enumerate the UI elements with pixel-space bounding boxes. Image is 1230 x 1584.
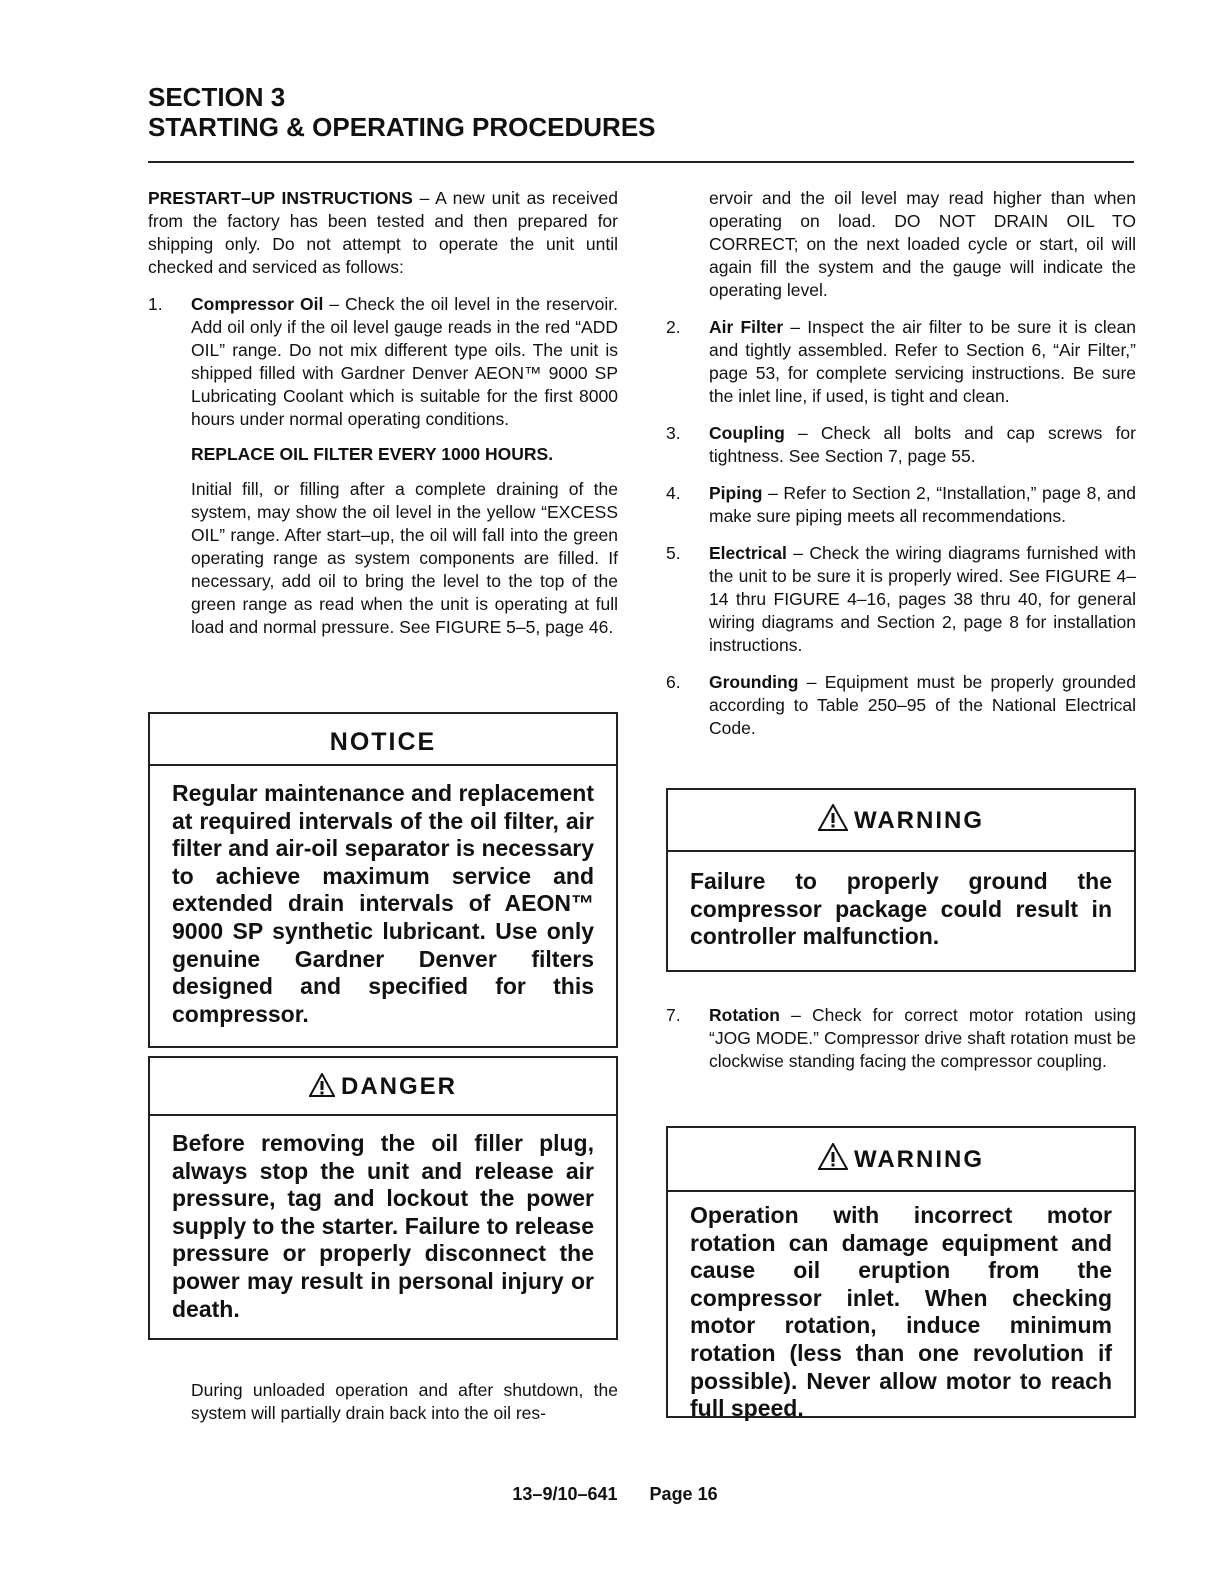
warning-icon [818,1143,848,1170]
replace-filter-note: REPLACE OIL FILTER EVERY 1000 HOURS. [191,444,554,464]
right-column [666,187,1136,740]
notice-body: Regular maintenance and replacement at required intervals of the oil filter, air filter and air-oil separator is necessary to achieve maximum service and extended drain intervals of AEON™ 9000 SP synthetic lubricant. Use only genuine Gardner Denver filters designed and specified for this compressor. [172,780,594,1027]
section-title: STARTING & OPERATING PROCEDURES [148,112,656,142]
warning-header-grounding [668,790,1134,852]
page-footer [0,1484,1230,1505]
initial-fill-paragraph: Initial fill, or filling after a complete draining of the system, may show the oil level in the yellow “EXCESS OIL” range. After start–up, the oil will fall into the green operating range as system components are filled. If necessary, add oil to bring the level to the top of the green range as read when the unit is operating at full load and normal pressure. See FIGURE 5–5, page 46. [191,479,618,637]
warning-box-grounding [666,788,1136,972]
list-item-electrical: 5. Electrical – Check the wiring diagrams furnished with the unit to be sure it is properly wired. See FIGURE 4–14 thru FIGURE 4–16, pages 38 thru 40, for general wiring diagrams and Section 2, page 8 for installation instructions. [666,543,1136,655]
document-number: 13–9/10–641 [512,1484,618,1504]
section-header [148,82,656,142]
list-item-air-filter: 2. Air Filter – Inspect the air filter to be sure it is clean and tightly assembled. Refer to Section 6, “Air Filter,” page 53, for complete servicing instructions. Be sure the inlet line, if used, is tight and clean. [666,317,1136,406]
notice-title: NOTICE [150,714,616,766]
list-item-coupling: 3. Coupling – Check all bolts and cap screws for tightness. See Section 7, page 55. [666,423,1136,466]
continuation-paragraph: ervoir and the oil level may read higher than when operating on load. DO NOT DRAIN OIL TO CORRECT; on the next loaded cycle or start, oil will again fill the system and the gauge will indicate the operating level. [709,188,1136,300]
notice-box [148,712,618,1048]
danger-body: Before removing the oil filler plug, always stop the unit and release air pressure, tag and lockout the power supply to the starter. Failure to release pressure or properly disconnect the power may result in personal injury or death. [172,1130,594,1322]
list-item-grounding: 6. Grounding – Equipment must be properly grounded according to Table 250–95 of the National Electrical Code. [666,672,1136,738]
warning-title-rotation: WARNING [854,1146,984,1173]
list-item-compressor-oil: 1. Compressor Oil – Check the oil level in the reservoir. Add oil only if the oil level gauge reads in the red “ADD OIL” range. Do not mix different type oils. The unit is shipped filled with Gardner Denver AEON™ 9000 SP Lubricating Coolant which is suitable for the first 8000 hours under normal operating conditions. [148,294,618,429]
list-item-rotation: 7. Rotation – Check for correct motor rotation using “JOG MODE.” Compressor drive shaft rotation must be clockwise standing facing the compressor coupling. [666,1005,1136,1071]
danger-warning-icon [309,1073,335,1097]
danger-title: DANGER [340,1073,457,1100]
list-item-piping: 4. Piping – Refer to Section 2, “Installation,” page 8, and make sure piping meets all recommendations. [666,483,1136,526]
warning-box-rotation [666,1126,1136,1422]
header-divider [148,161,1134,163]
page-number: Page 16 [649,1484,718,1504]
warning-icon [818,804,848,831]
warning-body-rotation: Operation with incorrect motor rotation can damage equipment and cause oil eruption from the compressor inlet. When checking motor rotation, induce minimum rotation (less than one revolution if possible). Never allow motor to reach full speed. [690,1202,1112,1422]
left-column [148,187,618,639]
danger-box [148,1056,618,1340]
prestart-label: PRESTART–UP INSTRUCTIONS [148,188,413,208]
section-number: SECTION 3 [148,82,286,112]
warning-title-grounding: WARNING [854,807,984,834]
warning-body-grounding: Failure to properly ground the compressor package could result in controller malfunction. [690,868,1112,950]
during-unloaded-paragraph: During unloaded operation and after shutdown, the system will partially drain back into the oil res- [191,1380,618,1423]
danger-header [150,1058,616,1116]
list-item-rotation-wrap [666,1004,1136,1073]
warning-header-rotation [668,1128,1134,1192]
prestart-intro: PRESTART–UP INSTRUCTIONS – A new unit as received from the factory has been tested and then prepared for shipping only. Do not attempt to operate the unit until checked and serviced as follows: [148,188,619,277]
